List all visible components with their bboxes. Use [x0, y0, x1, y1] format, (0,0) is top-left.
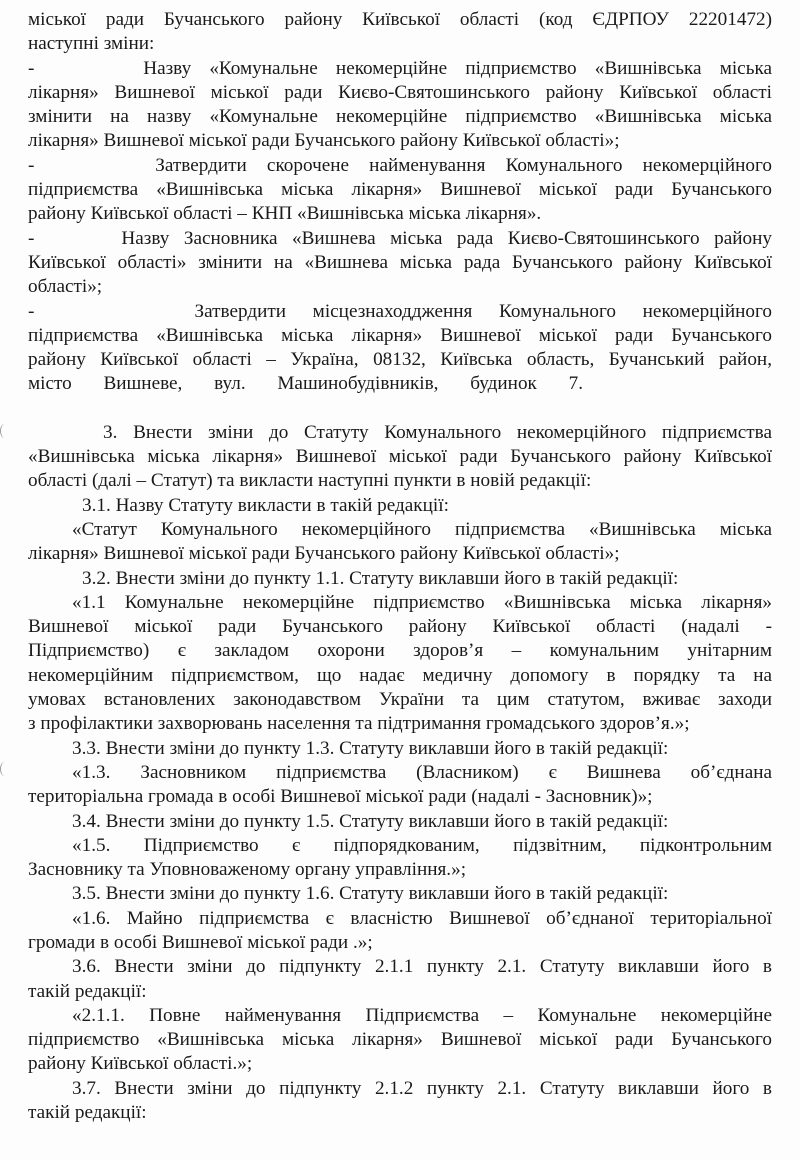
text-line: з профілактики захворювань населення та підтримання громадського здоров’я.»;	[28, 713, 690, 735]
subsection-line: 3.5. Внести зміни до пункту 1.6. Статуту виклавши його в такій редакції:	[72, 883, 669, 905]
text-line: місто Вишневе, вул. Машинобудівників, будинок 7.	[28, 373, 583, 395]
section-heading-line: 3. Внести зміни до Статуту Комунального некомерційного підприємства	[103, 421, 772, 443]
text-line: наступні зміни:	[28, 33, 155, 55]
text-line: лікарня» Вишневої міської ради Києво-Святошинського району Київської області	[28, 81, 772, 103]
text-line: підприємство «Вишнівська міська лікарня» Вишневої міської ради Бучанського	[28, 1029, 772, 1051]
subsection-line: 3.1. Назву Статуту викласти в такій редакції:	[82, 494, 449, 516]
text-line: територіальна громада в особі Вишневої міської ради (надалі - Засновник)»;	[28, 786, 653, 808]
paragraph-gap	[28, 397, 772, 421]
text-line: підприємства «Вишнівська міська лікарня» Вишневої міської ради Бучанського	[28, 179, 772, 201]
text-line: району Київської області – КНП «Вишнівська міська лікарня».	[28, 203, 542, 225]
text-line: району Київської області.»;	[28, 1053, 253, 1075]
quote-line: «1.1 Комунальне некомерційне підприємство «Вишнівська міська лікарня»	[72, 591, 772, 613]
text-line: області»;	[28, 276, 103, 298]
quote-line: «Статут Комунального некомерційного підприємства «Вишнівська міська	[72, 518, 772, 540]
text-line: області (далі – Статут) та викласти наступні пункти в новій редакції:	[28, 470, 592, 492]
list-item-line: - Назву «Комунальне некомерційне підприємство «Вишнівська міська	[28, 57, 772, 79]
text-line: Підприємство) є закладом охорони здоров’я – комунальним унітарним	[28, 640, 772, 662]
quote-line: «1.5. Підприємство є підпорядкованим, підзвітним, підконтрольним	[72, 834, 772, 856]
text-line: підприємства «Вишнівська міська лікарня» Вишневої міської ради Бучанського	[28, 324, 772, 346]
list-item-line: - Затвердити місцезнаходдження Комунального некомерційного	[28, 300, 772, 322]
text-line: Засновнику та Уповноваженому органу управління.»;	[28, 859, 467, 881]
scan-margin-mark	[0, 762, 9, 776]
subsection-line: 3.2. Внести зміни до пункту 1.1. Статуту виклавши його в такій редакції:	[82, 567, 679, 589]
scan-margin-mark	[0, 424, 9, 438]
text-line: некомерційним підприємством, що надає медичну допомогу в порядку та на	[28, 664, 772, 686]
subsection-line: 3.3. Внести зміни до пункту 1.3. Статуту виклавши його в такій редакції:	[72, 737, 669, 759]
document-body	[28, 8, 772, 1125]
subsection-line: 3.4. Внести зміни до пункту 1.5. Статуту виклавши його в такій редакції:	[72, 810, 669, 832]
subsection-line: 3.6. Внести зміни до підпункту 2.1.1 пункту 2.1. Статуту виклавши його в	[72, 956, 772, 978]
text-line: такій редакції:	[28, 1102, 147, 1124]
text-line: Київської області» змінити на «Вишнева міська рада Бучанського району Київської	[28, 251, 772, 273]
quote-line: «1.3. Засновником підприємства (Власником) є Вишнева об’єднана	[72, 761, 772, 783]
text-line: лікарня» Вишневої міської ради Бучанського району Київської області»;	[28, 543, 620, 565]
quote-line: «2.1.1. Повне найменування Підприємства – Комунальне некомерційне	[72, 1004, 772, 1026]
quote-line: «1.6. Майно підприємства є власністю Вишневої об’єднаної територіальної	[72, 907, 772, 929]
text-line: лікарня» Вишневої міської ради Бучанського району Київської області»;	[28, 130, 620, 152]
subsection-line: 3.7. Внести зміни до підпункту 2.1.2 пункту 2.1. Статуту виклавши його в	[72, 1077, 772, 1099]
text-line: такій редакції:	[28, 980, 147, 1002]
text-line: Вишневої міської ради Бучанського району Київської області (надалі -	[28, 616, 772, 638]
text-line: змінити на назву «Комунальне некомерційне підприємство «Вишнівська міська	[28, 106, 772, 128]
text-line: міської ради Бучанського району Київської області (код ЄДРПОУ 22201472)	[28, 9, 772, 30]
text-line: району Київської області – Україна, 08132, Київська область, Бучанський район,	[28, 349, 772, 371]
text-line: «Вишнівська міська лікарня» Вишневої міської ради Бучанського району Київської	[28, 446, 772, 468]
list-item-line: - Затвердити скорочене найменування Комунального некомерційного	[28, 154, 772, 176]
text-line: громади в особі Вишневої міської ради .»;	[28, 931, 373, 953]
list-item-line: - Назву Засновника «Вишнева міська рада Києво-Святошинського району	[28, 227, 772, 249]
text-line: умовах встановлених законодавством України та цим статутом, вживає заходи	[28, 689, 772, 711]
